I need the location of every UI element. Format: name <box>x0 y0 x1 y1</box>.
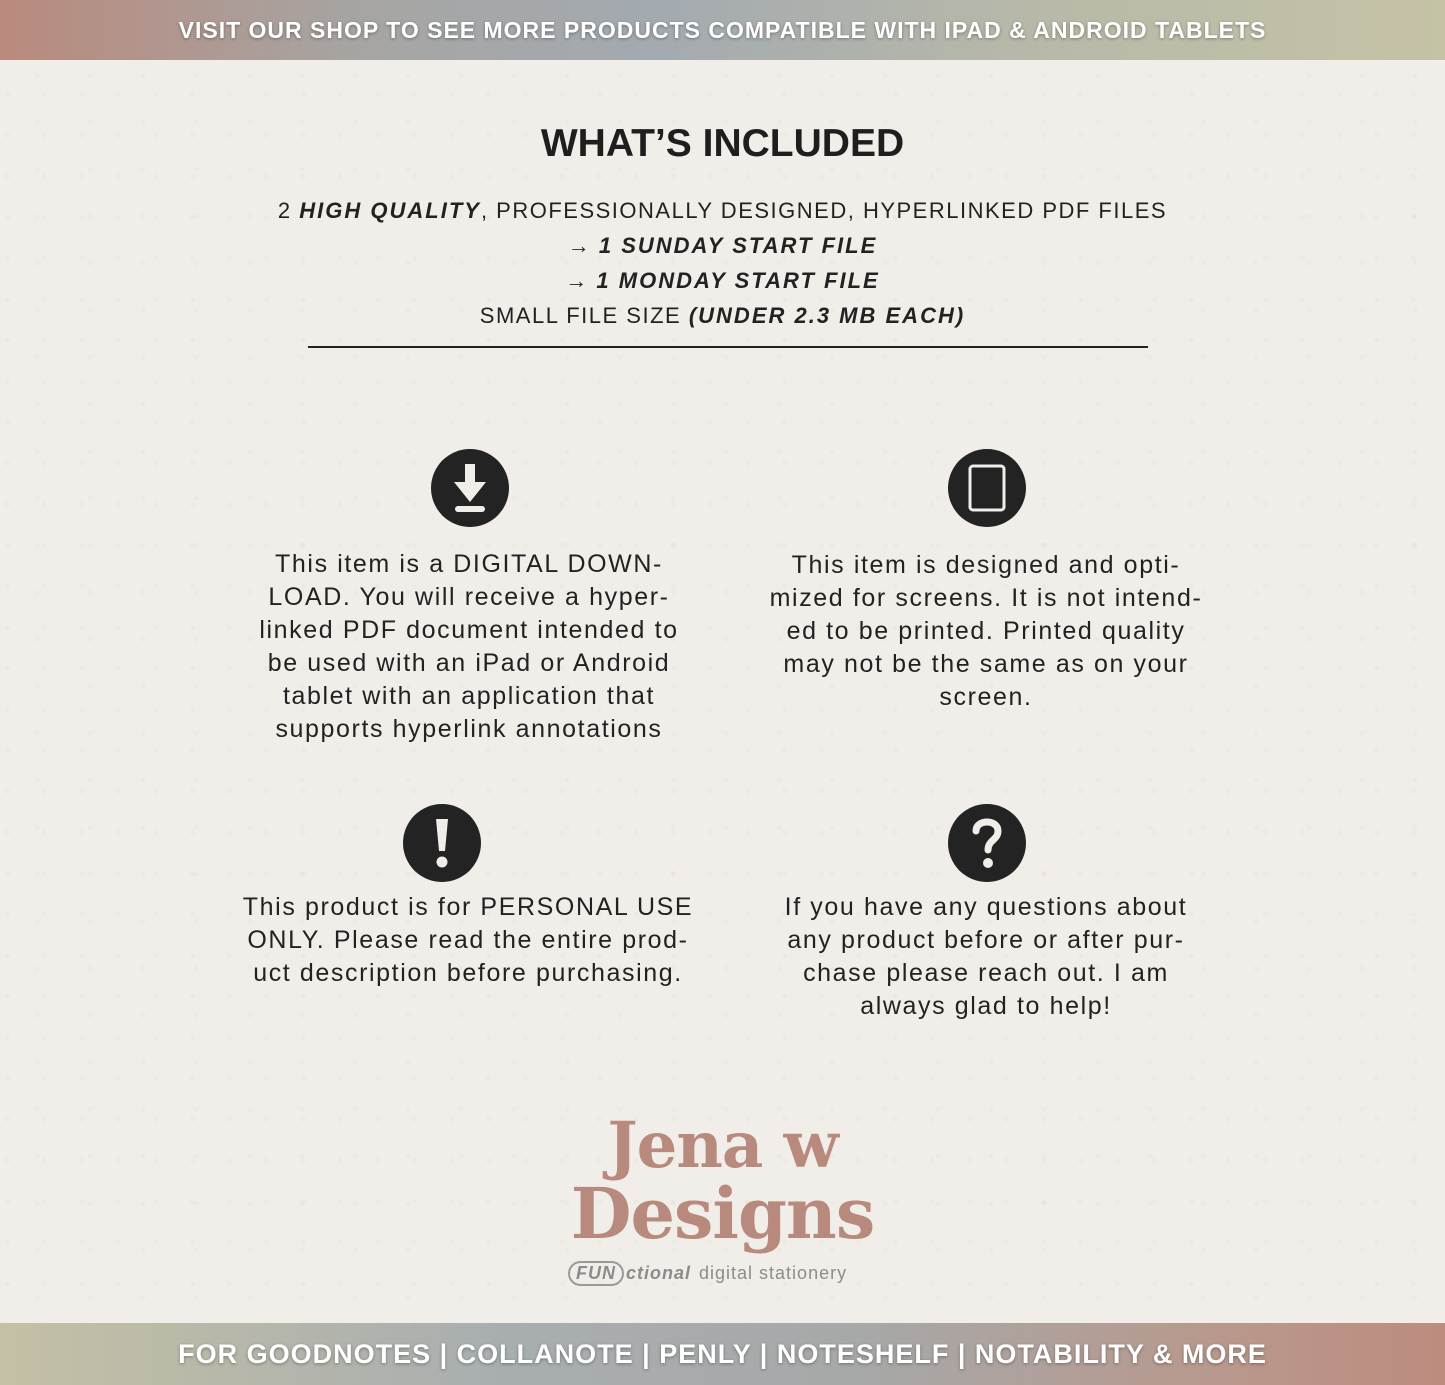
top-banner-text: VISIT OUR SHOP TO SEE MORE PRODUCTS COMPATIBLE WITH IPAD & ANDROID TABLETS <box>178 16 1267 43</box>
filesize-label: SMALL FILE SIZE <box>479 303 689 328</box>
files-description: , PROFESSIONALLY DESIGNED, HYPERLINKED PDF FILES <box>480 198 1168 223</box>
included-line-sunday <box>0 233 1445 259</box>
bottom-banner <box>0 1323 1445 1385</box>
arrow-icon: → <box>567 233 599 258</box>
divider <box>308 346 1148 348</box>
included-line-filesize <box>0 303 1445 329</box>
tagline-fun: FUN <box>568 1261 624 1286</box>
arrow-icon: → <box>565 268 597 293</box>
questions-description: If you have any questions about any product before or after pur- chase please reach out. I am always glad to help! <box>784 893 1188 1020</box>
sunday-file: 1 SUNDAY START FILE <box>598 233 878 258</box>
top-banner[interactable] <box>0 0 1445 60</box>
logo-tagline <box>568 1258 898 1288</box>
filesize-value: (UNDER 2.3 MB EACH) <box>688 303 966 328</box>
included-line-files <box>0 198 1445 224</box>
included-line-monday <box>0 268 1445 294</box>
tablet-icon <box>948 449 1026 527</box>
download-description: This item is a DIGITAL DOWN- LOAD. You will receive a hyper- linked PDF document intended to be used with an iPad or Android tablet with an application that supports hyperlink annotations <box>259 550 679 743</box>
screen-description: This item is designed and opti- mized for screens. It is not intend- ed to be printed. Printed quality may not be the same as on your screen. <box>769 551 1203 711</box>
tagline-ctional: ctional <box>626 1262 692 1283</box>
exclamation-icon <box>403 804 481 882</box>
tagline-rest: digital stationery <box>699 1262 848 1283</box>
monday-file: 1 MONDAY START FILE <box>596 268 880 293</box>
download-icon <box>431 449 509 527</box>
question-icon <box>948 804 1026 882</box>
logo-line-2: Designs <box>570 1172 875 1255</box>
files-quality: HIGH QUALITY <box>299 198 481 223</box>
files-count: 2 <box>277 198 300 223</box>
whats-included-title: WHAT’S INCLUDED <box>540 122 905 165</box>
bottom-banner-text: FOR GOODNOTES | COLLANOTE | PENLY | NOTESHELF | NOTABILITY & MORE <box>178 1338 1267 1369</box>
personal-use-description: This product is for PERSONAL USE ONLY. Please read the entire prod- uct description before purchasing. <box>242 893 694 987</box>
logo-line-1: Jena w <box>607 1108 838 1183</box>
